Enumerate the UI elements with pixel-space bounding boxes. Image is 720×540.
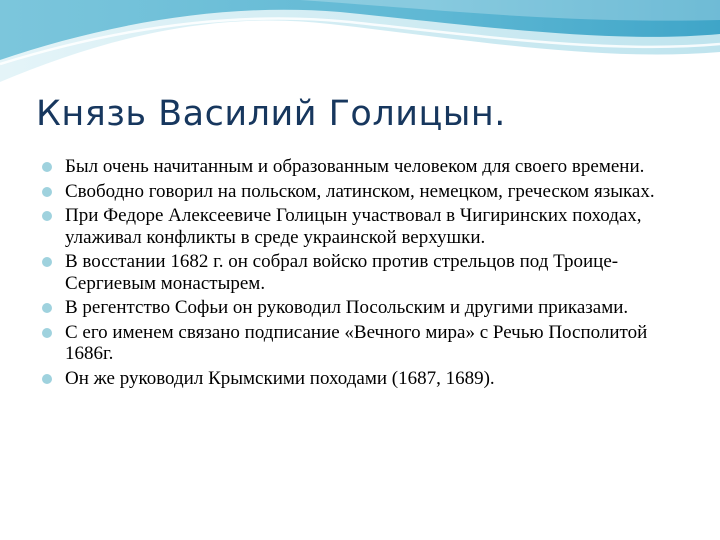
- bullet-dot-icon: [42, 162, 52, 172]
- bullet-dot-icon: [42, 211, 52, 221]
- bullet-dot-icon: [42, 303, 52, 313]
- bullet-text: В восстании 1682 г. он собрал войско против стрельцов под Троице-Сергиевым монастырем.: [65, 251, 619, 294]
- slide-title: Князь Василий Голицын.: [36, 94, 506, 134]
- list-item: [42, 156, 682, 178]
- list-item: [42, 368, 682, 390]
- list-item: [42, 322, 682, 365]
- bullet-text: В регентство Софьи он руководил Посольским и другими приказами.: [65, 297, 629, 318]
- list-item: [42, 205, 682, 248]
- bullet-text: Был очень начитанным и образованным человеком для своего времени.: [65, 156, 645, 177]
- bullet-dot-icon: [42, 187, 52, 197]
- bullet-text: При Федоре Алексеевиче Голицын участвовал в Чигиринских походах, улаживал конфликты в среде украинской верхушки.: [65, 205, 642, 248]
- bullet-text: Он же руководил Крымскими походами (1687, 1689).: [65, 367, 495, 389]
- list-item: [42, 181, 682, 203]
- bullet-text: С его именем связано подписание «Вечного мира» с Речью Посполитой 1686г.: [65, 321, 648, 364]
- bullet-text: Свободно говорил на польском, латинском, немецком, греческом языках.: [65, 180, 655, 202]
- bullet-dot-icon: [42, 374, 52, 384]
- bullet-dot-icon: [42, 257, 52, 267]
- list-item: [42, 251, 682, 294]
- list-item: [42, 297, 682, 319]
- bullet-dot-icon: [42, 328, 52, 338]
- bullet-list: [42, 156, 682, 392]
